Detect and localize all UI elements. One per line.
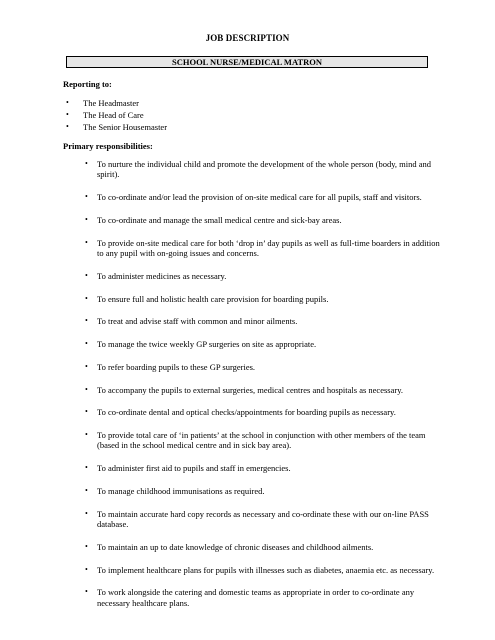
responsibility-item	[85, 192, 440, 202]
responsibility-item	[85, 509, 440, 530]
bullet-icon: •	[85, 361, 88, 371]
responsibility-item	[85, 565, 440, 575]
responsibility-item	[85, 587, 440, 608]
responsibility-text: To administer first aid to pupils and staff in emergencies.	[97, 463, 291, 474]
responsibility-item	[85, 486, 440, 496]
responsibility-text: To refer boarding pupils to these GP surgeries.	[97, 361, 256, 372]
responsibility-text: To provide total care of ‘in patients’ at the school in conjunction with other members of the team (based in the school medical centre and in sick bay area).	[97, 430, 426, 451]
reporting-item	[63, 109, 167, 121]
reporting-item-text: The Head of Care	[83, 110, 144, 121]
document-title: JOB DESCRIPTION	[205, 33, 290, 43]
responsibility-text: To nurture the individual child and promote the development of the whole person (body, mind and spirit).	[97, 159, 432, 180]
responsibility-item	[85, 238, 440, 259]
responsibility-item	[85, 542, 440, 552]
bullet-icon: •	[85, 384, 88, 394]
responsibility-text: To manage the twice weekly GP surgeries on site as appropriate.	[97, 339, 317, 350]
responsibility-item	[85, 362, 440, 372]
responsibility-text: To manage childhood immunisations as required.	[97, 485, 265, 496]
responsibility-text: To co-ordinate dental and optical checks/appointments for boarding pupils as necessary.	[97, 407, 396, 418]
bullet-icon: •	[85, 564, 88, 574]
responsibility-item	[85, 385, 440, 395]
reporting-list	[63, 97, 167, 134]
responsibility-item	[85, 215, 440, 225]
bullet-icon: •	[85, 270, 88, 280]
bullet-icon: •	[85, 407, 88, 417]
responsibility-item	[85, 430, 440, 451]
responsibility-text: To co-ordinate and manage the small medical centre and sick-bay areas.	[97, 214, 342, 225]
bullet-icon: •	[66, 110, 69, 120]
reporting-item	[63, 97, 167, 109]
responsibility-text: To treat and advise staff with common and minor ailments.	[97, 316, 298, 327]
reporting-item-text: The Headmaster	[83, 98, 139, 108]
responsibility-item	[85, 294, 440, 304]
reporting-heading: Reporting to:	[63, 79, 112, 89]
bullet-icon: •	[85, 587, 88, 597]
bullet-icon: •	[85, 237, 88, 247]
bullet-icon: •	[85, 339, 88, 349]
bullet-icon: •	[85, 508, 88, 518]
responsibility-item	[85, 463, 440, 473]
bullet-icon: •	[85, 316, 88, 326]
responsibility-text: To administer medicines as necessary.	[97, 270, 227, 281]
bullet-icon: •	[66, 98, 69, 107]
responsibility-text: To ensure full and holistic health care provision for boarding pupils.	[97, 293, 329, 304]
responsibility-item	[85, 407, 440, 417]
responsibility-text: To work alongside the catering and domestic teams as appropriate in order to co-ordinate any necessary healthcare plans.	[97, 587, 415, 608]
bullet-icon: •	[85, 430, 88, 440]
responsibility-text: To accompany the pupils to external surgeries, medical centres and hospitals as necessary.	[97, 384, 404, 395]
responsibility-item	[85, 339, 440, 349]
bullet-icon: •	[85, 159, 88, 168]
responsibility-item	[85, 316, 440, 326]
bullet-icon: •	[85, 541, 88, 551]
bullet-icon: •	[85, 293, 88, 303]
responsibilities-heading: Primary responsibilities:	[63, 141, 153, 151]
role-title-box: SCHOOL NURSE/MEDICAL MATRON	[66, 56, 428, 68]
reporting-item-text: The Senior Housemaster	[83, 122, 168, 133]
bullet-icon: •	[85, 485, 88, 495]
responsibilities-list	[85, 159, 440, 621]
bullet-icon: •	[85, 463, 88, 473]
responsibility-text: To implement healthcare plans for pupils with illnesses such as diabetes, anaemia etc. as necessary.	[97, 564, 435, 575]
responsibility-text: To provide on-site medical care for both ‘drop in’ day pupils as well as full-time boarders in addition to any pupil with on-going issues and concerns.	[97, 237, 440, 259]
responsibility-item	[85, 159, 440, 180]
responsibility-text: To maintain an up to date knowledge of chronic diseases and childhood ailments.	[97, 541, 374, 552]
bullet-icon: •	[85, 192, 88, 202]
bullet-icon: •	[66, 122, 69, 132]
responsibility-text: To co-ordinate and/or lead the provision of on-site medical care for all pupils, staff and visitors.	[97, 192, 422, 203]
responsibility-text: To maintain accurate hard copy records as necessary and co-ordinate these with our on-line PASS database.	[97, 508, 429, 530]
reporting-item	[63, 121, 167, 133]
bullet-icon: •	[85, 214, 88, 224]
responsibility-item	[85, 271, 440, 281]
